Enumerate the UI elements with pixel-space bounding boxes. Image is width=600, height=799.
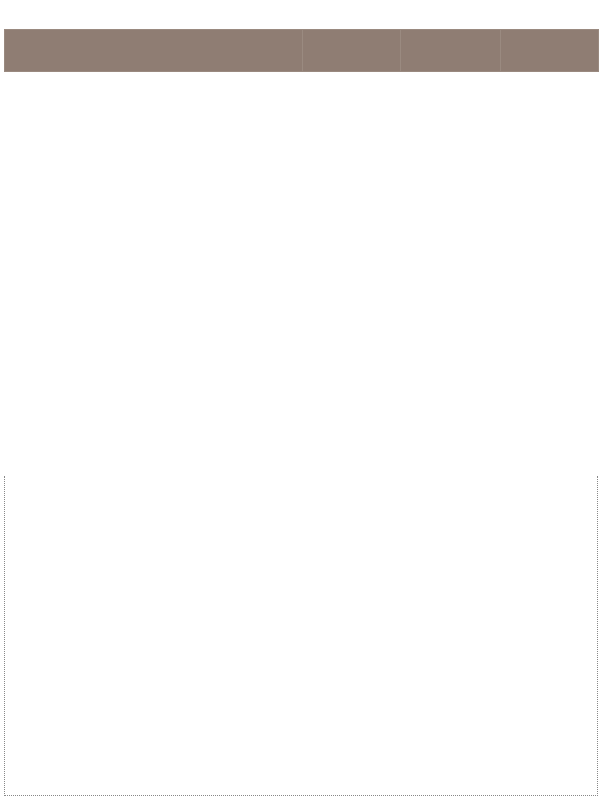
header-never <box>501 30 599 72</box>
question-table <box>4 29 599 72</box>
header <box>0 0 600 28</box>
table-header-row <box>5 30 599 72</box>
scoring-notes <box>4 476 598 796</box>
header-question <box>5 30 303 72</box>
header-always <box>303 30 401 72</box>
header-mostly <box>401 30 501 72</box>
